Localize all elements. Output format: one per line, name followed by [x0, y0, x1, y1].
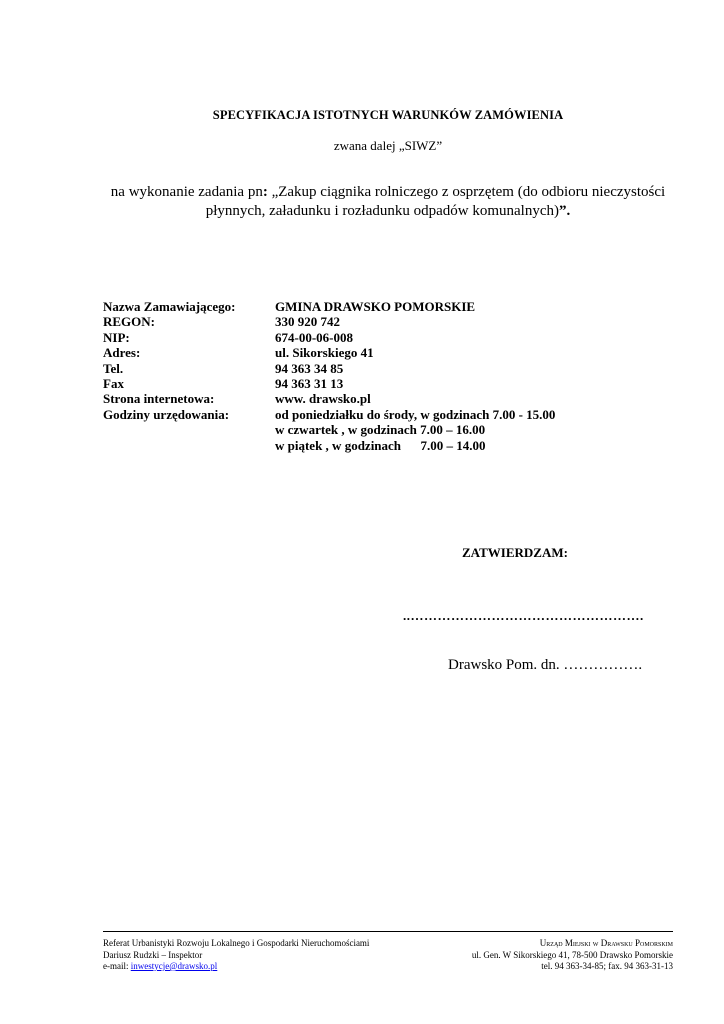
task-prefix: na wykonanie zadania pn — [110, 184, 263, 200]
info-value: GMINA DRAWSKO POMORSKIE — [275, 299, 476, 314]
info-value: 330 920 742 — [275, 314, 340, 330]
info-row — [103, 422, 663, 437]
info-row — [103, 438, 663, 453]
info-value: w piątek , w godzinach 7.00 – 14.00 — [275, 437, 486, 453]
info-label: Adres: — [103, 345, 141, 361]
info-row — [103, 345, 663, 360]
info-value: www. drawsko.pl — [275, 391, 371, 407]
footer-divider — [103, 931, 673, 932]
contracting-authority-info — [103, 299, 663, 453]
info-row — [103, 314, 663, 329]
info-row — [103, 361, 663, 376]
info-label: Fax — [103, 375, 124, 391]
footer-email-label: e-mail: — [103, 961, 131, 971]
signature-line: ..……………………………………………. — [403, 608, 644, 623]
info-label: Strona internetowa: — [103, 391, 215, 407]
info-row — [103, 330, 663, 345]
info-row — [103, 299, 663, 314]
place-date: Drawsko Pom. dn. ……………. — [448, 657, 643, 673]
footer-department: Referat Urbanistyki Rozwoju Lokalnego i Gospodarki Nieruchomościami — [103, 938, 370, 948]
info-label: Tel. — [103, 360, 124, 376]
info-label: Godziny urzędowania: — [103, 406, 230, 422]
info-label: REGON: — [103, 314, 155, 330]
info-value: 94 363 31 13 — [275, 375, 344, 391]
document-subtitle: zwana dalej „SIWZ” — [333, 138, 443, 153]
footer-right — [472, 938, 673, 973]
info-row — [103, 407, 663, 422]
info-row — [103, 391, 663, 406]
info-row — [103, 376, 663, 391]
info-label — [103, 422, 275, 437]
info-value: w czwartek , w godzinach 7.00 – 16.00 — [275, 422, 486, 438]
info-label — [103, 438, 275, 453]
footer-address: ul. Gen. W Sikorskiego 41, 78-500 Drawsko Pomorskie — [471, 949, 673, 960]
task-name: „Zakup ciągnika rolniczego z osprzętem (do odbioru nieczystości płynnych, załadunku i rozładunku odpadów komunalnych) — [205, 184, 666, 219]
footer-email-line — [103, 961, 369, 973]
email-link[interactable]: inwestycje@drawsko.pl — [130, 961, 218, 971]
task-description — [110, 183, 666, 221]
info-value: od poniedziałku do środy, w godzinach 7.00 - 15.00 — [275, 406, 556, 422]
info-label: Nazwa Zamawiającego: — [103, 299, 236, 314]
info-value: 94 363 34 85 — [275, 360, 344, 376]
info-value: 674-00-06-008 — [275, 329, 353, 345]
footer-left — [103, 938, 369, 973]
task-closing: ”. — [559, 203, 571, 219]
footer-phones: tel. 94 363-34-85; fax. 94 363-31-13 — [541, 961, 673, 971]
task-colon: : — [262, 184, 268, 200]
footer-contact-person: Dariusz Rudzki – Inspektor — [103, 949, 203, 960]
footer-organization: Urząd Miejski w Drawsku Pomorskim — [539, 938, 673, 948]
info-value: ul. Sikorskiego 41 — [275, 345, 374, 361]
approval-label: ZATWIERDZAM: — [462, 545, 568, 560]
document-title: SPECYFIKACJA ISTOTNYCH WARUNKÓW ZAMÓWIENIA — [212, 108, 564, 122]
info-label: NIP: — [103, 329, 130, 345]
